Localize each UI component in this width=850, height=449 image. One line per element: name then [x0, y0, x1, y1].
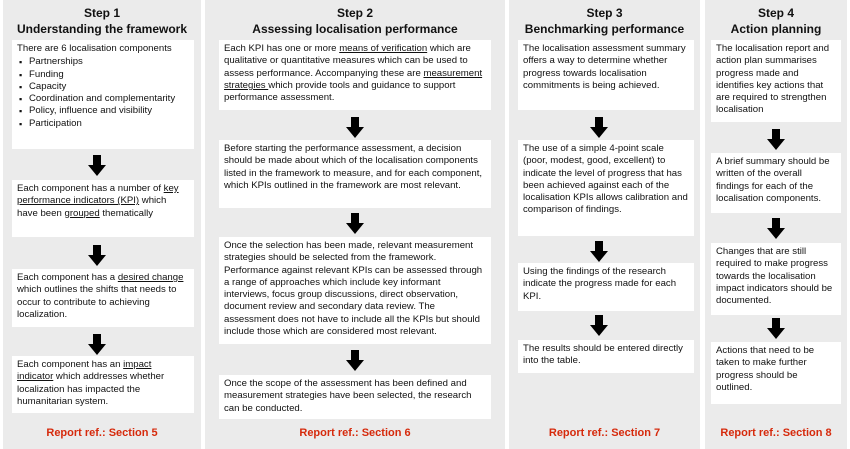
- desired-change-text: Each component has a: [17, 272, 118, 283]
- step-1-impact-indicator-box: [12, 356, 194, 413]
- down-arrow-icon: [346, 350, 364, 371]
- components-list: [17, 56, 189, 130]
- component-item: ▪ Partnerships: [17, 56, 189, 68]
- step-1-number: Step 1: [83, 6, 120, 20]
- step-3-summary-box: The localisation assessment summary offers a way to determine whether progress towards localisation commitments is being achieved.: [518, 40, 694, 110]
- step-4-changes-box: Changes that are still required to make progress towards the localisation impact indicators should be documented.: [711, 243, 841, 315]
- impact-text: which addresses whether localization has impacted the humanitarian system.: [17, 371, 165, 407]
- verification-text: Each KPI has one or more: [224, 43, 340, 54]
- step-4-title: Action planning: [730, 22, 822, 36]
- down-arrow-icon: [767, 318, 785, 339]
- desired-change-term: desired change: [117, 272, 184, 283]
- grouped-term: grouped: [64, 207, 100, 219]
- down-arrow-icon: [346, 117, 364, 138]
- step-3-report-ref: Report ref.: Section 7: [548, 427, 661, 439]
- down-arrow-icon: [590, 315, 608, 336]
- step-2-verification-box: [219, 40, 491, 110]
- step-1-components-box: [12, 40, 194, 149]
- impact-text: Each component has an: [17, 359, 124, 370]
- component-item: ▪ Coordination and complementarity: [17, 93, 189, 105]
- down-arrow-icon: [767, 218, 785, 239]
- down-arrow-icon: [767, 129, 785, 150]
- step-1-title: Understanding the framework: [16, 22, 188, 36]
- step-3-scale-box: The use of a simple 4-point scale (poor, modest, good, excellent) to indicate the level of progress that has been achieved against each of the localisation KPIs allows calibration and comparison of findings.: [518, 140, 694, 236]
- step-2-number: Step 2: [336, 6, 373, 20]
- down-arrow-icon: [88, 245, 106, 266]
- down-arrow-icon: [590, 117, 608, 138]
- step-4-report-ref: Report ref.: Section 8: [720, 427, 832, 439]
- measurement-strategies-term: measurement strategies: [224, 67, 483, 91]
- step-4-column: [705, 0, 847, 449]
- step-2-title: Assessing localisation performance: [252, 22, 458, 36]
- down-arrow-icon: [88, 155, 106, 176]
- step-1-column: [3, 0, 201, 449]
- kpi-term: key performance indicators (KPI): [17, 183, 179, 207]
- step-4-number: Step 4: [757, 6, 794, 20]
- step-2-decision-box: Before starting the performance assessment, a decision should be made about which of the localisation components listed in the framework to measure, and for each component, which KPIs outlined in the framework are most relevant.: [219, 140, 491, 208]
- step-4-actions-box: Actions that need to be taken to make further progress should be outlined.: [711, 342, 841, 404]
- step-1-kpi-box: [12, 180, 194, 237]
- step-3-findings-box: Using the findings of the research indicate the progress made for each KPI.: [518, 263, 694, 311]
- components-intro: There are 6 localisation components: [17, 43, 172, 54]
- component-item: ▪ Policy, influence and visibility: [17, 105, 189, 117]
- step-3-column: [509, 0, 700, 449]
- means-of-verification-term: means of verification: [339, 43, 428, 54]
- step-2-report-ref: Report ref.: Section 6: [299, 427, 411, 439]
- step-1-report-ref: Report ref.: Section 5: [46, 427, 158, 439]
- step-1-desired-change-box: [12, 269, 194, 327]
- down-arrow-icon: [590, 241, 608, 262]
- kpi-text: which have been: [17, 195, 167, 219]
- verification-text: which are qualitative or quantitative measures which can be used to assess performance. Accompanying these are: [224, 43, 471, 79]
- kpi-text: Each component has a number of: [17, 183, 164, 194]
- step-2-selection-box: Once the selection has been made, relevant measurement strategies should be selected from the framework. Performance against relevant KPIs can be assessed through a range of approaches which include key informant interviews, focus group discussions, direct observation, document review and secondary data review. The assessment does not have to include all the KPIs but should include those which are considered most relevant.: [219, 237, 491, 344]
- step-4-report-box: The localisation report and action plan summarises progress made and identifies key actions that are required to strengthen localisation: [711, 40, 841, 122]
- step-2-column: [205, 0, 505, 449]
- step-4-summary-box: A brief summary should be written of the overall findings for each of the localisation components.: [711, 153, 841, 213]
- step-3-number: Step 3: [586, 6, 623, 20]
- component-item: ▪ Participation: [17, 118, 189, 130]
- component-item: ▪ Funding: [17, 69, 189, 81]
- component-item: ▪ Capacity: [17, 81, 189, 93]
- down-arrow-icon: [88, 334, 106, 355]
- kpi-text: thematically: [99, 207, 154, 219]
- desired-change-text: which outlines the shifts that needs to occur to contribute to achieving localization.: [17, 284, 177, 320]
- verification-text: which provide tools and guidance to support performance assessment.: [224, 79, 456, 104]
- step-3-results-box: The results should be entered directly into the table.: [518, 340, 694, 373]
- impact-indicator-term: impact indicator: [17, 359, 152, 383]
- down-arrow-icon: [346, 213, 364, 234]
- step-2-conduct-research-box: Once the scope of the assessment has been defined and measurement strategies have been selected, the research can be conducted.: [219, 375, 491, 419]
- step-3-title: Benchmarking performance: [524, 22, 685, 36]
